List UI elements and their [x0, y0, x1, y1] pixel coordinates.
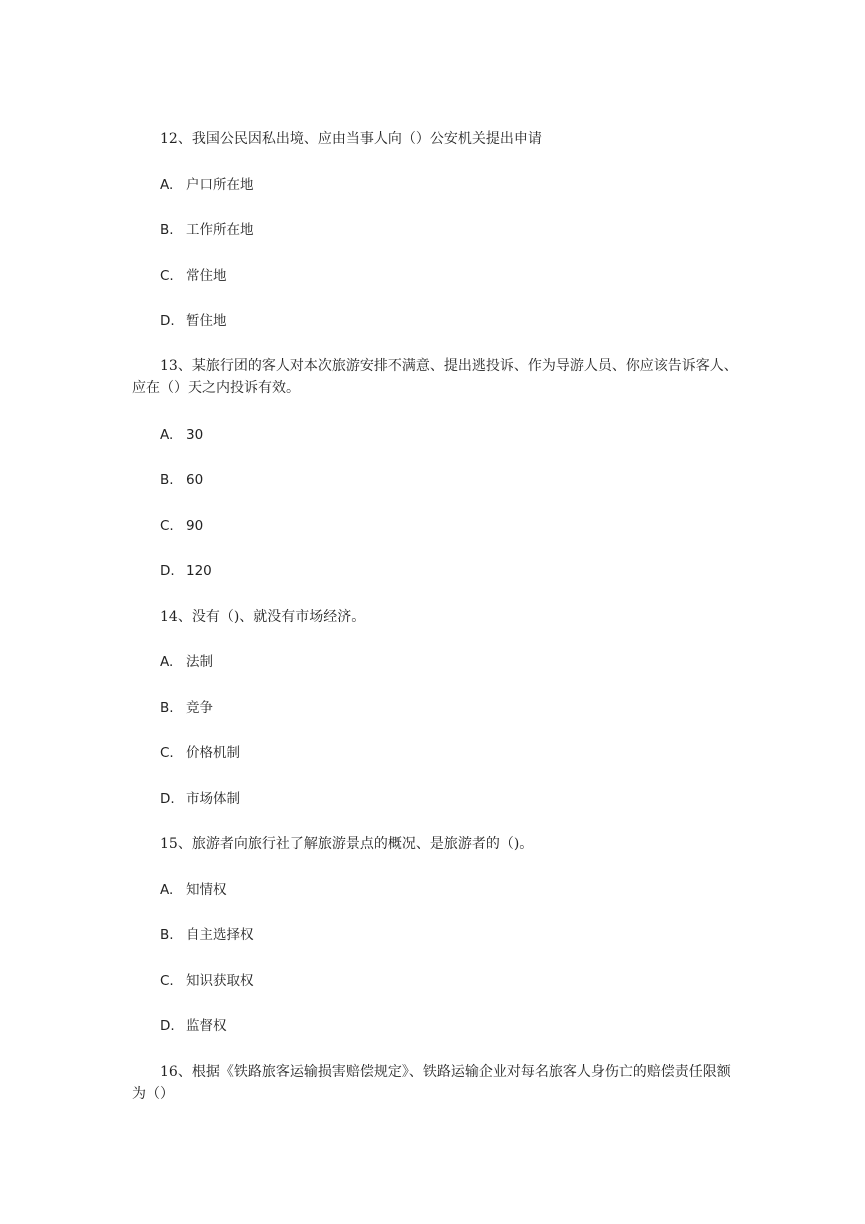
option-15-c — [160, 970, 770, 992]
option-text: 暂住地 — [186, 313, 227, 329]
question-13: 13、某旅行团的客人对本次旅游安排不满意、提出逃投诉、作为导游人员、你应该告诉客人、应在（）天之内投诉有效。 — [132, 358, 738, 396]
option-12-a — [160, 174, 770, 196]
option-14-c — [160, 742, 770, 764]
option-text: 竞争 — [186, 700, 213, 716]
option-letter: A. — [160, 882, 174, 898]
option-13-a — [160, 424, 770, 446]
option-text: 知情权 — [186, 882, 227, 898]
option-letter: B. — [160, 927, 174, 943]
option-text: 市场体制 — [186, 791, 240, 807]
option-text: 知识获取权 — [186, 973, 254, 989]
option-text: 30 — [186, 427, 204, 443]
option-12-d — [160, 310, 770, 332]
option-letter: A. — [160, 177, 174, 193]
option-letter: C. — [160, 973, 174, 989]
option-13-d — [160, 560, 770, 582]
option-14-b — [160, 697, 770, 719]
option-text: 60 — [186, 472, 204, 488]
option-letter: C. — [160, 745, 174, 761]
option-12-c — [160, 265, 770, 287]
option-14-d — [160, 788, 770, 810]
option-letter: A. — [160, 654, 174, 670]
option-14-a — [160, 651, 770, 673]
option-letter: C. — [160, 518, 174, 534]
option-letter: D. — [160, 313, 175, 329]
option-12-b — [160, 219, 770, 241]
option-text: 户口所在地 — [186, 177, 254, 193]
question-12: 12、我国公民因私出境、应由当事人向（）公安机关提出申请 — [160, 131, 542, 147]
question-14: 14、没有（)、就没有市场经济。 — [160, 609, 366, 625]
option-text: 自主选择权 — [186, 927, 254, 943]
option-text: 90 — [186, 518, 204, 534]
option-letter: A. — [160, 427, 174, 443]
option-letter: D. — [160, 563, 175, 579]
question-16: 16、根据《铁路旅客运输损害赔偿规定》、铁路运输企业对每名旅客人身伤亡的赔偿责任限额为（） — [132, 1064, 731, 1102]
option-13-b — [160, 469, 770, 491]
option-text: 监督权 — [186, 1018, 227, 1034]
option-15-a — [160, 879, 770, 901]
option-text: 120 — [186, 563, 212, 579]
question-15: 15、旅游者向旅行社了解旅游景点的概况、是旅游者的（)。 — [160, 836, 534, 852]
option-letter: B. — [160, 472, 174, 488]
option-letter: B. — [160, 700, 174, 716]
option-letter: D. — [160, 791, 175, 807]
option-13-c — [160, 515, 770, 537]
option-15-b — [160, 924, 770, 946]
option-text: 常住地 — [186, 268, 227, 284]
option-text: 工作所在地 — [186, 222, 254, 238]
option-letter: B. — [160, 222, 174, 238]
option-letter: D. — [160, 1018, 175, 1034]
option-text: 价格机制 — [186, 745, 240, 761]
option-15-d — [160, 1015, 770, 1037]
option-text: 法制 — [186, 654, 213, 670]
option-letter: C. — [160, 268, 174, 284]
